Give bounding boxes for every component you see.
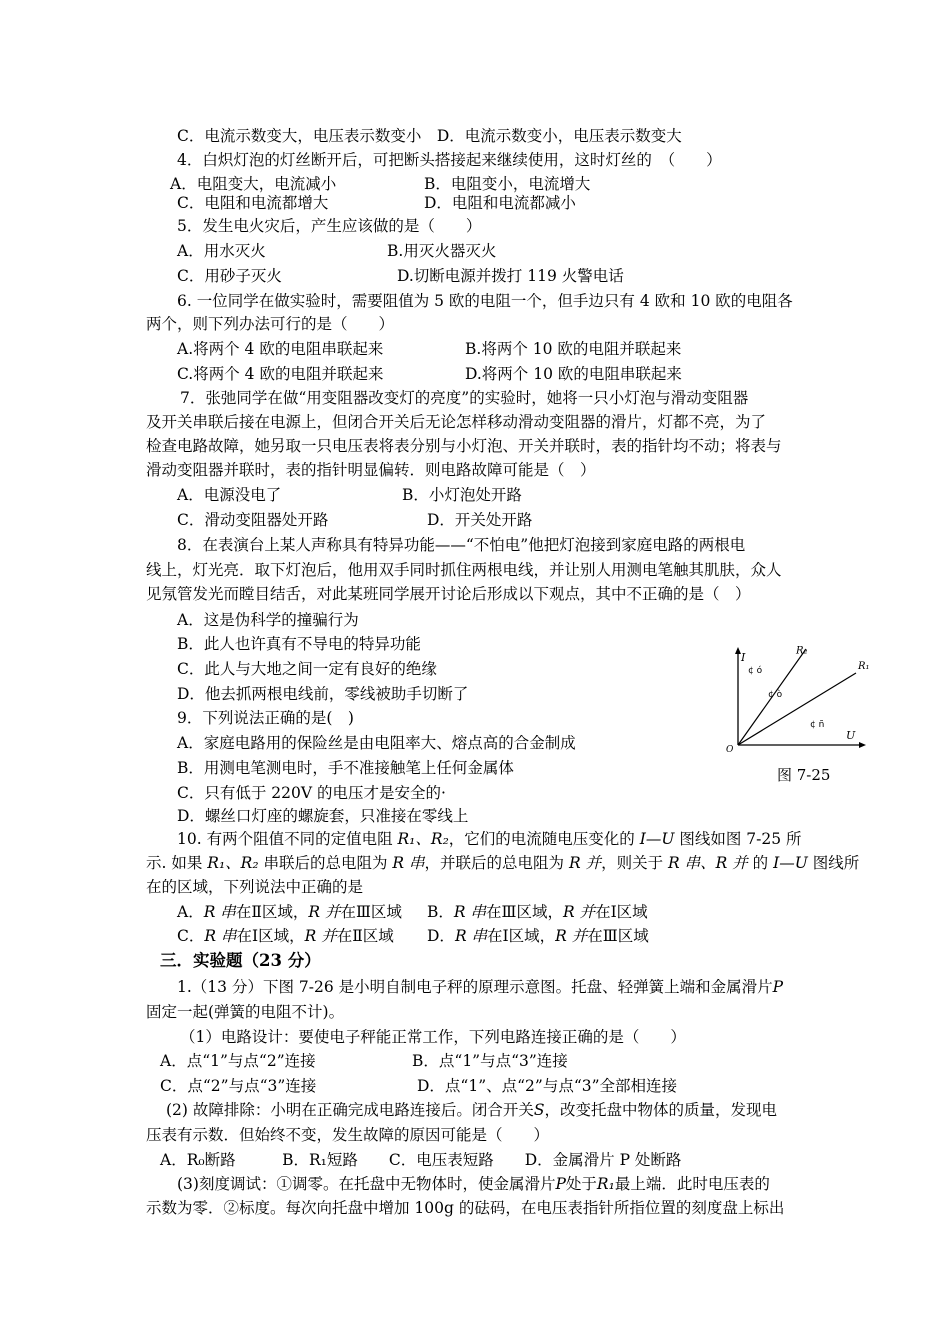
q9-stem: 9．下列说法正确的是( ) bbox=[177, 709, 354, 727]
q7-option-a: A．电源没电了 bbox=[177, 486, 282, 504]
q9-option-d: D．螺丝口灯座的螺旋套，只准接在零线上 bbox=[177, 807, 469, 825]
q6-option-a: A.将两个 4 欧的电阻串联起来 bbox=[177, 340, 384, 358]
q4-stem: 4．白炽灯泡的灯丝断开后，可把断头搭接起来继续使用，这时灯丝的 （ ） bbox=[177, 151, 722, 169]
q9-option-a: A．家庭电路用的保险丝是由电阻率大、熔点高的合金制成 bbox=[177, 734, 576, 752]
q8-stem-line3: 见氖管发光而瞠目结舌，对此某班同学展开讨论后形成以下观点，其中不正确的是（ ） bbox=[146, 585, 751, 603]
origin-label: O bbox=[726, 745, 734, 755]
q10-stem-line3: 在的区域，下列说法中正确的是 bbox=[146, 878, 364, 896]
q9-option-c: C．只有低于 220V 的电压才是安全的· bbox=[177, 784, 446, 802]
q4-option-d: D．电阻和电流都减小 bbox=[424, 194, 576, 212]
exp1-stem-line2: 固定一起(弹簧的电阻不计)。 bbox=[146, 1003, 345, 1021]
region-3-label: ¢ ñ bbox=[810, 720, 825, 730]
q7-stem-line4: 滑动变阻器并联时，表的指针明显偏转．则电路故障可能是（ ） bbox=[146, 461, 596, 479]
q8-option-c: C．此人与大地之间一定有良好的绝缘 bbox=[177, 660, 437, 678]
i-axis-label: I bbox=[741, 651, 746, 664]
q6-option-c: C.将两个 4 欧的电阻并联起来 bbox=[177, 365, 384, 383]
exp1-part2-line1: (2) 故障排除：小明在正确完成电路连接后。闭合开关S，改变托盘中物体的质量，发现电 bbox=[166, 1101, 778, 1119]
q4-option-b: B．电阻变小，电流增大 bbox=[424, 175, 591, 193]
figure-caption: 图 7-25 bbox=[777, 766, 831, 784]
q7-option-c: C．滑动变阻器处开路 bbox=[177, 511, 329, 529]
q10-stem-line1: 10. 有两个阻值不同的定值电阻 R₁、R₂，它们的电流随电压变化的 I—U 图线如图 7-25 所 bbox=[177, 830, 802, 848]
q6-stem-line1: 6. 一位同学在做实验时，需要阻值为 5 欧的电阻一个，但手边只有 4 欧和 10 欧的电阻各 bbox=[177, 292, 793, 310]
exp1-part1-stem: （1）电路设计：要使电子秤能正常工作，下列电路连接正确的是（ ） bbox=[180, 1028, 686, 1046]
q4-option-c: C．电阻和电流都增大 bbox=[177, 194, 329, 212]
iu-graph-figure bbox=[728, 645, 878, 755]
q5-option-d: D.切断电源并拨打 119 火警电话 bbox=[397, 267, 624, 285]
q5-option-c: C．用砂子灭火 bbox=[177, 267, 282, 285]
section-title-experiments: 三．实验题（23 分） bbox=[160, 951, 321, 970]
q5-stem: 5．发生电火灾后，产生应该做的是（ ） bbox=[177, 217, 482, 235]
q6-option-d: D.将两个 10 欧的电阻串联起来 bbox=[465, 365, 682, 383]
exp1-part1-option-a: A．点“1”与点“2”连接 bbox=[160, 1052, 316, 1070]
q8-option-b: B．此人也许真有不导电的特异功能 bbox=[177, 635, 421, 653]
q4-option-a: A．电阻变大，电流减小 bbox=[170, 175, 337, 193]
q8-stem-line1: 8．在表演台上某人声称具有特异功能——“不怕电”他把灯泡接到家庭电路的两根电 bbox=[177, 536, 746, 554]
q8-stem-line2: 线上，灯光亮．取下灯泡后，他用双手同时抓住两根电线，并让别人用测电笔触其肌肤，众人 bbox=[146, 561, 782, 579]
r1-line bbox=[738, 673, 856, 745]
q5-option-a: A．用水灭火 bbox=[177, 242, 266, 260]
exp1-part1-option-d: D．点“1”、点“2”与点“3”全部相连接 bbox=[417, 1077, 678, 1095]
q6-stem-line2: 两个，则下列办法可行的是（ ） bbox=[146, 315, 395, 333]
exp1-stem-line1: 1.（13 分）下图 7-26 是小明自制电子秤的原理示意图。托盘、轻弹簧上端和金属滑片P bbox=[177, 978, 784, 996]
q10-option-b: B．R 串在Ⅲ区域，R 并在Ⅰ区域 bbox=[427, 903, 648, 921]
q10-stem-line2: 示. 如果 R₁、R₂ 串联后的总电阻为 R 串，并联后的总电阻为 R 并，则关于 R 串、R 并 的 I—U 图线所 bbox=[146, 854, 860, 872]
exp1-part3-line1: (3)刻度调试：①调零。在托盘中无物体时，使金属滑片P处于R₁最上端．此时电压表的 bbox=[177, 1175, 770, 1193]
q8-option-a: A．这是伪科学的撞骗行为 bbox=[177, 611, 359, 629]
exp1-part3-line2: 示数为零．②标度。每次向托盘中增加 100g 的砝码，在电压表指针所指位置的刻度盘上标出 bbox=[146, 1199, 785, 1217]
q3-option-cd: C．电流示数变大，电压表示数变小 D．电流示数变小，电压表示数变大 bbox=[177, 127, 682, 145]
q7-stem-line2: 及开关串联后接在电源上，但闭合开关后无论怎样移动滑动变阻器的滑片，灯都不亮，为了 bbox=[146, 413, 767, 431]
q8-option-d: D．他去抓两根电线前，零线被助手切断了 bbox=[177, 685, 469, 703]
r2-label: R₂ bbox=[796, 645, 808, 657]
u-axis-arrow bbox=[859, 742, 866, 748]
exp1-part1-option-b: B．点“1”与点“3”连接 bbox=[412, 1052, 568, 1070]
q7-option-d: D．开关处开路 bbox=[427, 511, 533, 529]
exp1-part2-line2: 压表有示数．但始终不变，发生故障的原因可能是（ ） bbox=[146, 1126, 550, 1144]
q7-stem-line3: 检查电路故障，她另取一只电压表将表分别与小灯泡、开关并联时，表的指针均不动；将表与 bbox=[146, 437, 782, 455]
exp1-part2-options: A．R₀断路 B．R₁短路 C．电压表短路 D．金属滑片 P 处断路 bbox=[160, 1151, 682, 1169]
r1-label: R₁ bbox=[858, 661, 870, 672]
q7-stem-line1: 7．张弛同学在做“用变阻器改变灯的亮度”的实验时，她将一只小灯泡与滑动变阻器 bbox=[180, 389, 749, 407]
q10-option-a: A．R 串在Ⅱ区域，R 并在Ⅲ区域 bbox=[177, 903, 402, 921]
q9-option-b: B．用测电笔测电时，手不准接触笔上任何金属体 bbox=[177, 759, 514, 777]
q10-option-d: D．R 串在Ⅰ区域，R 并在Ⅲ区域 bbox=[427, 927, 649, 945]
q10-option-c: C．R 串在Ⅰ区域，R 并在Ⅱ区域 bbox=[177, 927, 394, 945]
q5-option-b: B.用灭火器灭火 bbox=[387, 242, 497, 260]
q6-option-b: B.将两个 10 欧的电阻并联起来 bbox=[465, 340, 682, 358]
q7-option-b: B．小灯泡处开路 bbox=[402, 486, 522, 504]
u-axis-label: U bbox=[846, 729, 856, 742]
region-1-label: ¢ ó bbox=[748, 666, 763, 676]
exp1-part1-option-c: C．点“2”与点“3”连接 bbox=[160, 1077, 317, 1095]
region-2-label: ¢ ò bbox=[768, 690, 783, 700]
